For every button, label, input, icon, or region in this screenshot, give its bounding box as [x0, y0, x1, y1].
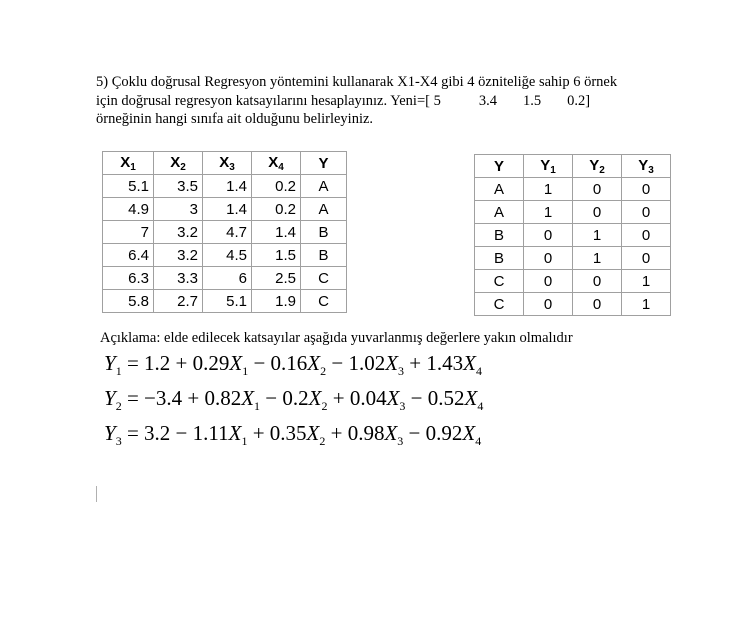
equation-term-var: X	[385, 351, 399, 375]
equation-operator: −	[403, 421, 426, 445]
encoding-table-cell: 0	[524, 224, 573, 247]
encoding-table-row	[475, 270, 671, 293]
data-table-cell: 7	[103, 221, 154, 244]
data-table	[102, 151, 347, 313]
equation-term-sub: 2	[321, 399, 328, 413]
encoding-table-row	[475, 178, 671, 201]
equation-term-var: X	[306, 421, 320, 445]
data-table-cell: 4.9	[103, 198, 154, 221]
text-cursor	[96, 486, 97, 502]
equation-coefficient: 0.35	[269, 421, 307, 445]
equation-term-var: X	[384, 421, 398, 445]
equation-operator: +	[247, 421, 270, 445]
equation-term-sub: 4	[475, 364, 482, 378]
encoding-table-cell: 1	[524, 178, 573, 201]
data-table-cell: 3.2	[154, 244, 203, 267]
question-line-2-prefix: için doğrusal regresyon katsayılarını hesaplayınız. Yeni=[ 5	[96, 92, 441, 109]
data-table-cell: 3.2	[154, 221, 203, 244]
data-table-cell: B	[301, 244, 347, 267]
equation-operator: −	[248, 351, 271, 375]
equation-term-var: X	[241, 386, 255, 410]
data-table-cell: 5.1	[103, 175, 154, 198]
encoding-table-cell: 1	[573, 247, 622, 270]
equation-term-var: X	[229, 351, 243, 375]
encoding-table-cell: C	[475, 270, 524, 293]
encoding-table	[474, 154, 671, 316]
encoding-table-cell: 1	[622, 270, 671, 293]
equation-term-sub: 1	[242, 364, 249, 378]
equation-lhs-sub: 1	[115, 364, 122, 378]
encoding-table-cell: 0	[622, 247, 671, 270]
equation-intercept: 1.2	[144, 351, 171, 375]
data-table-header	[154, 152, 203, 175]
equation-coefficient: 0.16	[270, 351, 308, 375]
data-table-header	[301, 152, 347, 175]
encoding-table-cell: 0	[622, 178, 671, 201]
equation-operator: +	[170, 351, 193, 375]
encoding-table-header-base: Y	[638, 156, 649, 174]
equation-term-sub: 2	[319, 434, 326, 448]
note-text: Açıklama: elde edilecek katsayılar aşağıda yuvarlanmış değerlere yakın olmalıdır	[100, 330, 573, 346]
encoding-table-cell: 1	[573, 224, 622, 247]
equation-operator: −	[260, 386, 283, 410]
data-table-cell: 3	[154, 198, 203, 221]
data-table-cell: 0.2	[252, 175, 301, 198]
encoding-table-header	[573, 155, 622, 178]
equation-lhs-sub: 2	[115, 399, 122, 413]
data-table-header-base: Y	[318, 154, 329, 172]
encoding-table-header	[622, 155, 671, 178]
data-table-cell: 6.3	[103, 267, 154, 290]
equation-term-sub: 3	[398, 364, 405, 378]
equation-term-sub: 1	[241, 434, 248, 448]
data-table-row	[103, 175, 347, 198]
equation-term-sub: 3	[399, 399, 406, 413]
data-table-header-base: X	[120, 153, 131, 171]
data-table-row	[103, 244, 347, 267]
data-table-row	[103, 198, 347, 221]
data-table-header-base: X	[219, 153, 230, 171]
data-table-row	[103, 221, 347, 244]
data-table-header-sub: 3	[229, 161, 235, 173]
equation-term-var: X	[462, 421, 476, 445]
data-table-cell: A	[301, 175, 347, 198]
equation-coefficient: 0.2	[282, 386, 309, 410]
equation-3: $Y_3 = 3.2 - 1.11X_1 + 0.35X_2 + 0.98X_3 - 0.92X_4$	[104, 421, 482, 448]
equation-intercept: 3.2	[144, 421, 171, 445]
equation-term-var: X	[464, 386, 478, 410]
data-table-cell: 1.5	[252, 244, 301, 267]
new-value-4: 0.2]	[567, 92, 591, 109]
equation-coefficient: 0.29	[192, 351, 230, 375]
equation-term-var: X	[308, 386, 322, 410]
data-table-header-sub: 2	[180, 161, 186, 173]
equation-operator: −	[326, 351, 349, 375]
equation-coefficient: 1.43	[426, 351, 464, 375]
data-table-header-base: X	[170, 153, 181, 171]
encoding-table-header	[524, 155, 573, 178]
encoding-table-cell: 0	[573, 270, 622, 293]
equation-coefficient: 1.11	[192, 421, 229, 445]
encoding-table-header-sub: 2	[599, 164, 605, 176]
equation-coefficient: 0.82	[204, 386, 242, 410]
data-table-header-base: X	[268, 153, 279, 171]
data-table-cell: 1.4	[203, 198, 252, 221]
encoding-table-cell: 0	[524, 293, 573, 316]
encoding-table-cell: 1	[524, 201, 573, 224]
data-table-header	[203, 152, 252, 175]
data-table-cell: C	[301, 267, 347, 290]
equation-term-var: X	[307, 351, 321, 375]
encoding-table-cell: 0	[524, 247, 573, 270]
equation-term-sub: 3	[397, 434, 404, 448]
encoding-table-row	[475, 293, 671, 316]
data-table-cell: 6	[203, 267, 252, 290]
equation-term-var: X	[228, 421, 242, 445]
encoding-table-cell: 0	[622, 201, 671, 224]
equation-operator: +	[182, 386, 205, 410]
encoding-table-cell: B	[475, 247, 524, 270]
data-table-header-sub: 1	[130, 161, 136, 173]
equation-term-sub: 1	[254, 399, 261, 413]
encoding-table-cell: 0	[573, 201, 622, 224]
equation-coefficient: 0.52	[427, 386, 465, 410]
equation-operator: −	[170, 421, 193, 445]
encoding-table-cell: 0	[524, 270, 573, 293]
equation-coefficient: 0.98	[347, 421, 385, 445]
encoding-table-header-base: Y	[493, 157, 504, 175]
equation-operator: +	[327, 386, 350, 410]
data-table-cell: 0.2	[252, 198, 301, 221]
encoding-table-cell: C	[475, 293, 524, 316]
encoding-table-cell: A	[475, 201, 524, 224]
encoding-table-cell: 0	[622, 224, 671, 247]
data-table-cell: 5.1	[203, 290, 252, 313]
data-table-header	[252, 152, 301, 175]
encoding-table-row	[475, 201, 671, 224]
equation-operator: −	[405, 386, 428, 410]
data-table-cell: 4.5	[203, 244, 252, 267]
encoding-table-header-base: Y	[540, 156, 551, 174]
data-table-cell: 1.4	[252, 221, 301, 244]
data-table-row	[103, 290, 347, 313]
equation-term-sub: 2	[320, 364, 327, 378]
data-table-header	[103, 152, 154, 175]
data-table-cell: 5.8	[103, 290, 154, 313]
data-table-row	[103, 267, 347, 290]
equation-lhs-sub: 3	[115, 434, 122, 448]
data-table-cell: 3.3	[154, 267, 203, 290]
data-table-cell: B	[301, 221, 347, 244]
equation-term-sub: 4	[475, 434, 482, 448]
equation-term-var: X	[463, 351, 476, 375]
question-line-2	[96, 92, 706, 111]
encoding-table-cell: 0	[573, 178, 622, 201]
question-line-1: 5) Çoklu doğrusal Regresyon yöntemini kullanarak X1-X4 gibi 4 özniteliğe sahip 6 örnek	[96, 74, 618, 90]
new-value-3: 1.5	[522, 92, 542, 109]
question-text	[96, 73, 706, 129]
data-table-cell: 2.7	[154, 290, 203, 313]
equation-term-var: X	[386, 386, 400, 410]
encoding-table-row	[475, 247, 671, 270]
data-table-cell: A	[301, 198, 347, 221]
equation-1: $Y_1 = 1.2 + 0.29X_1 - 0.16X_2 - 1.02X_3 + 1.43X_4$	[104, 351, 482, 378]
equation-term-sub: 4	[477, 399, 484, 413]
data-table-cell: C	[301, 290, 347, 313]
equation-coefficient: 1.02	[348, 351, 386, 375]
data-table-cell: 6.4	[103, 244, 154, 267]
encoding-table-cell: 1	[622, 293, 671, 316]
encoding-table-header-sub: 1	[550, 164, 556, 176]
data-table-header-sub: 4	[278, 161, 284, 173]
encoding-table-row	[475, 224, 671, 247]
data-table-cell: 4.7	[203, 221, 252, 244]
equation-operator: +	[325, 421, 348, 445]
data-table-cell: 2.5	[252, 267, 301, 290]
data-table-cell: 3.5	[154, 175, 203, 198]
new-value-2: 3.4	[478, 92, 497, 109]
data-table-cell: 1.4	[203, 175, 252, 198]
encoding-table-cell: 0	[573, 293, 622, 316]
question-line-3: örneğinin hangi sınıfa ait olduğunu belirleyiniz.	[96, 111, 374, 127]
encoding-table-cell: B	[475, 224, 524, 247]
equation-coefficient: 0.04	[349, 386, 387, 410]
equation-2: $Y_2 = -3.4 + 0.82X_1 - 0.2X_2 + 0.04X_3 - 0.52X_4$	[104, 386, 484, 413]
encoding-table-header-base: Y	[589, 156, 600, 174]
equation-coefficient: 0.92	[425, 421, 463, 445]
equation-lhs-var: Y	[104, 351, 116, 375]
data-table-cell: 1.9	[252, 290, 301, 313]
encoding-table-cell: A	[475, 178, 524, 201]
equation-intercept: −3.4	[144, 386, 183, 410]
encoding-table-header	[475, 155, 524, 178]
equation-lhs-var: Y	[104, 386, 116, 410]
equation-lhs-var: Y	[104, 421, 116, 445]
encoding-table-header-sub: 3	[648, 164, 654, 176]
equation-operator: +	[404, 351, 427, 375]
